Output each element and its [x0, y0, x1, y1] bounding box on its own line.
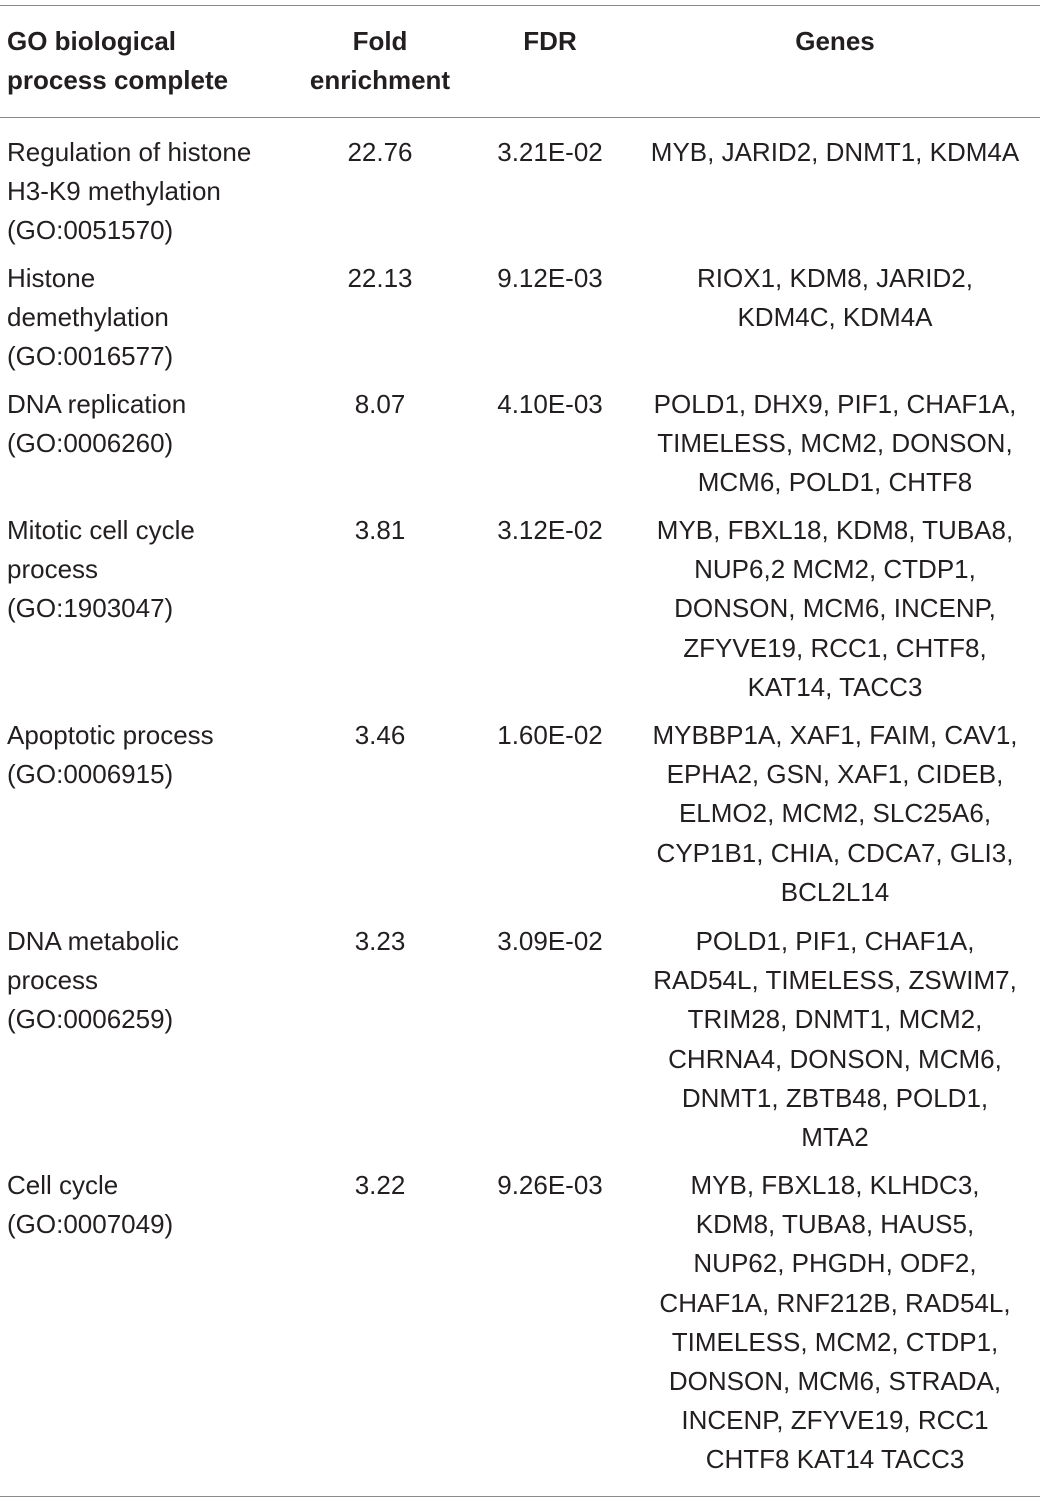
- cell-process: [7, 259, 307, 377]
- cell-fold: 22.76: [347, 137, 413, 167]
- table-top-rule: [0, 5, 1040, 6]
- cell-process: [7, 133, 307, 251]
- header-process-line: GO biological: [7, 26, 177, 56]
- cell-genes-line: TRIM28, DNMT1, MCM2,: [687, 1004, 983, 1035]
- cell-process-line: demethylation: [7, 302, 169, 333]
- cell-genes-line: MYBBP1A, XAF1, FAIM, CAV1,: [652, 720, 1018, 750]
- cell-genes-line: CYP1B1, CHIA, CDCA7, GLI3,: [656, 837, 1014, 868]
- cell-genes-line: CHRNA4, DONSON, MCM6,: [668, 1043, 1002, 1074]
- cell-genes: [625, 1166, 1040, 1480]
- cell-fdr: 9.26E-03: [497, 1170, 603, 1200]
- cell-genes-line: CHTF8 KAT14 TACC3: [705, 1444, 965, 1475]
- cell-genes-line: EPHA2, GSN, XAF1, CIDEB,: [666, 759, 1004, 790]
- cell-genes-line: CHAF1A, RNF212B, RAD54L,: [659, 1287, 1011, 1318]
- cell-process-line: (GO:1903047): [7, 593, 174, 624]
- cell-genes-line: MYB, FBXL18, KLHDC3,: [690, 1170, 980, 1200]
- cell-genes: [625, 922, 1040, 1157]
- header-process: [7, 22, 307, 100]
- cell-fdr: 3.12E-02: [497, 515, 603, 545]
- cell-process: [7, 716, 307, 794]
- cell-fdr: 3.21E-02: [497, 137, 603, 167]
- cell-genes-line: RIOX1, KDM8, JARID2,: [697, 263, 973, 293]
- cell-process-line: H3-K9 methylation: [7, 176, 221, 207]
- cell-genes-line: NUP6,2 MCM2, CTDP1,: [694, 554, 976, 585]
- cell-process-line: process: [7, 554, 99, 585]
- cell-genes-line: MCM6, POLD1, CHTF8: [697, 467, 973, 498]
- cell-genes-line: TIMELESS, MCM2, CTDP1,: [671, 1326, 999, 1357]
- cell-process-line: Cell cycle: [7, 1170, 119, 1200]
- cell-process-line: DNA metabolic: [7, 926, 179, 956]
- cell-process-line: (GO:0007049): [7, 1209, 174, 1240]
- cell-genes: [625, 385, 1040, 503]
- cell-process: [7, 385, 307, 463]
- cell-process-line: Apoptotic process: [7, 720, 214, 750]
- cell-genes: [625, 511, 1040, 707]
- cell-fold: 3.23: [354, 926, 406, 956]
- header-fold-line: enrichment: [309, 65, 451, 95]
- cell-genes-line: ZFYVE19, RCC1, CHTF8,: [683, 632, 987, 663]
- cell-process-line: process: [7, 965, 99, 996]
- cell-process-line: (GO:0051570): [7, 215, 174, 246]
- cell-genes-line: TIMELESS, MCM2, DONSON,: [657, 428, 1013, 459]
- cell-genes-line: DONSON, MCM6, STRADA,: [668, 1366, 1002, 1397]
- cell-genes-line: KAT14, TACC3: [747, 671, 923, 702]
- cell-process-line: Regulation of histone: [7, 137, 252, 167]
- header-fdr-line: FDR: [523, 26, 577, 56]
- cell-process: [7, 511, 307, 629]
- cell-fdr: 4.10E-03: [497, 389, 603, 419]
- cell-process-line: (GO:0006915): [7, 759, 174, 790]
- cell-process-line: DNA replication: [7, 389, 187, 419]
- cell-fold: 3.46: [354, 720, 406, 750]
- header-fdr: [480, 22, 620, 61]
- header-fold-line: Fold: [352, 26, 408, 56]
- header-fold-enrichment: [290, 22, 470, 100]
- cell-genes: [625, 133, 1040, 172]
- cell-genes-line: RAD54L, TIMELESS, ZSWIM7,: [653, 965, 1017, 996]
- cell-genes-line: NUP62, PHGDH, ODF2,: [693, 1248, 977, 1279]
- cell-genes-line: POLD1, PIF1, CHAF1A,: [695, 926, 975, 956]
- cell-fdr: 3.09E-02: [497, 926, 603, 956]
- cell-fdr: 9.12E-03: [497, 263, 603, 293]
- cell-fold: 22.13: [347, 263, 413, 293]
- cell-genes-line: BCL2L14: [780, 876, 890, 907]
- header-process-line: process complete: [7, 65, 229, 95]
- cell-genes-line: DONSON, MCM6, INCENP,: [674, 593, 996, 624]
- cell-process-line: Histone: [7, 263, 96, 293]
- cell-genes-line: POLD1, DHX9, PIF1, CHAF1A,: [653, 389, 1017, 419]
- cell-genes-line: KDM4C, KDM4A: [737, 302, 933, 333]
- cell-genes-line: KDM8, TUBA8, HAUS5,: [695, 1209, 975, 1240]
- header-genes-line: Genes: [795, 26, 875, 56]
- cell-process: [7, 1166, 307, 1244]
- cell-fold: 3.81: [354, 515, 406, 545]
- cell-process-line: (GO:0006260): [7, 428, 174, 459]
- cell-genes-line: INCENP, ZFYVE19, RCC1: [681, 1405, 989, 1436]
- cell-fdr: 1.60E-02: [497, 720, 603, 750]
- header-genes: [625, 22, 1040, 61]
- header-bottom-rule: [0, 117, 1040, 118]
- cell-process-line: Mitotic cell cycle: [7, 515, 195, 545]
- cell-genes-line: DNMT1, ZBTB48, POLD1,: [681, 1082, 989, 1113]
- cell-fold: 3.22: [354, 1170, 406, 1200]
- cell-genes: [625, 259, 1040, 337]
- cell-process-line: (GO:0016577): [7, 341, 174, 372]
- cell-genes-line: MYB, FBXL18, KDM8, TUBA8,: [656, 515, 1014, 545]
- table-bottom-rule: [0, 1496, 1040, 1497]
- cell-genes-line: MTA2: [801, 1122, 869, 1153]
- cell-process-line: (GO:0006259): [7, 1004, 174, 1035]
- cell-fold: 8.07: [354, 389, 406, 419]
- cell-genes: [625, 716, 1040, 912]
- cell-genes-line: MYB, JARID2, DNMT1, KDM4A: [650, 137, 1020, 167]
- cell-genes-line: ELMO2, MCM2, SLC25A6,: [678, 798, 992, 829]
- cell-process: [7, 922, 307, 1040]
